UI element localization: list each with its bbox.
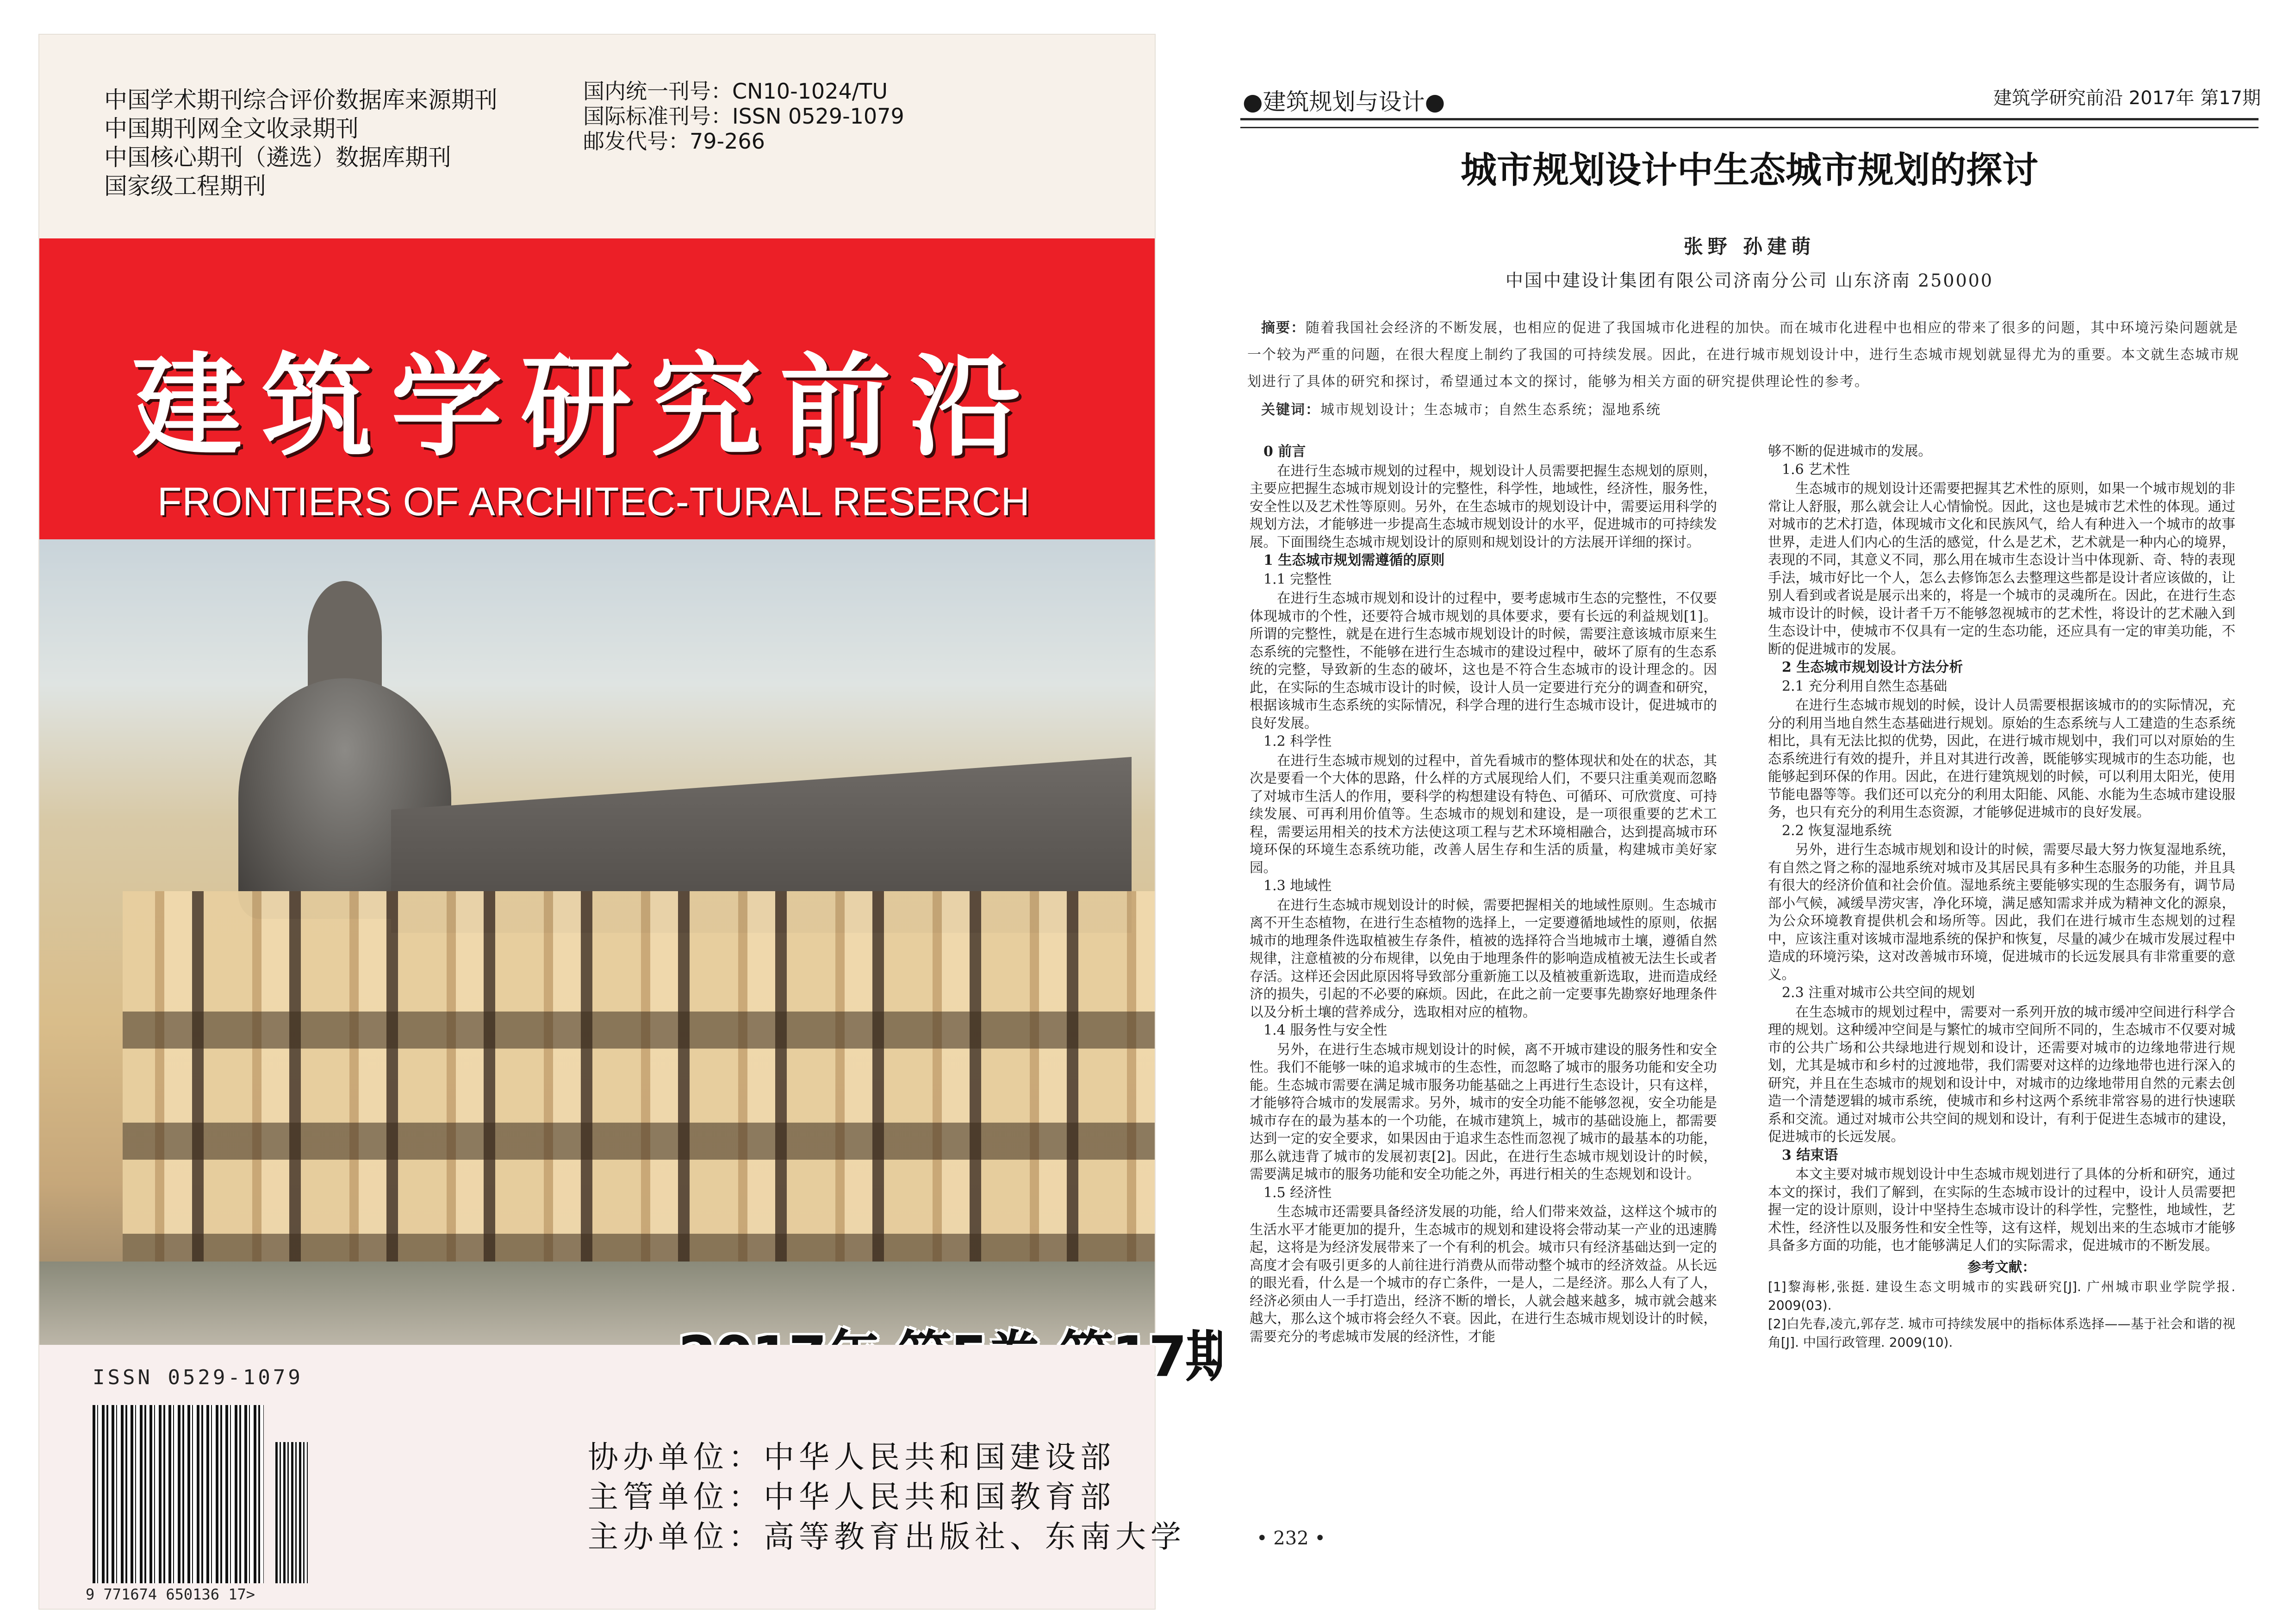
paragraph: 在进行生态城市规划和设计的过程中，要考虑城市生态的完整性，不仅要体现城市的个性，还要符合城市规划的具体要求，要有长远的利益规划[1]。所谓的完整性，就是在进行生态城市规划设计的时候，需要注意该城市原来生态系统的完整性，不能够在进行生态城市的建设过程中，破坏了原有的生态系统的完整，导致新的生态的破坏，这也是不符合生态城市的设计理念的。因此，在实际的生态城市设计的时候，设计人员一定要进行充分的调查和研究，根据该城市生态系统的实际情况，科学合理的进行生态城市设计，促进城市的良好发展。 xyxy=(1250,590,1717,731)
paragraph: 生态城市的规划设计还需要把握其艺术性的原则，如果一个城市规划的非常让人舒服，那么就会让人心情愉悦。因此，这也是城市艺术性的体现。通过对城市的艺术打造，体现城市文化和民族风气，给人有种进入一个城市的故事世界，走进人们内心的生活的感觉，什么是艺术，艺术就是一种内心的境界，表现的不同，其意义不同，那么用在城市生态设计当中体现新、奇、特的表现手法，城市好比一个人，怎么去修饰怎么去整理这些都是设计者应该做的，让别人看到或者说是展示出来的，将是一个城市的灵魂所在。因此，在进行生态城市设计的时候，设计者千万不能够忽视城市的艺术性，将设计的艺术融入到生态设计中，使城市不仅具有一定的生态功能，还应具有一定的审美功能，不断的促进城市的发展。 xyxy=(1768,481,2235,657)
references-heading: 参考文献： xyxy=(1967,1258,2036,1275)
cover-footer xyxy=(39,1345,1186,1609)
paragraph: 另外，进行生态城市规划和设计的时候，需要尽最大努力恢复湿地系统，有自然之肾之称的湿地系统对城市及其居民具有多种生态服务的功能，并且具有很大的经济价值和社会价值。湿地系统主要能够实现的生态服务有，调节局部小气候，减缓旱涝灾害，净化环境，满足感知需求并成为精神文化的源泉，为公众环境教育提供机会和场所等。因此，我们在进行城市生态规划的过程中，应该注重对该城市湿地系统的保护和恢复，尽量的减少在城市发展过程中造成的环境污染，这对改善城市环境，促进城市的长远发展具有非常重要的意义。 xyxy=(1768,842,2235,982)
postal-code: 邮发代号：79-266 xyxy=(583,129,765,154)
subsection-heading: 2.1 充分利用自然生态基础 xyxy=(1782,678,1948,694)
keywords xyxy=(1261,398,2242,418)
paragraph-continued: 够不断的促进城市的发展。 xyxy=(1768,443,1932,459)
paragraph: 在进行生态城市规划设计的时候，需要把握相关的地域性原则。生态城市离不开生态植物，在进行生态植物的选择上，一定要遵循地域性的原则，依据城市的地理条件选取植被生存条件，植被的选择符合当地城市土壤，遵循自然规律，注意植被的分布规律，以免由于地理条件的影响造成植被无法生长或者存活。这样还会因此原因将导致部分重新施工以及植被重新选取，进而造成经济的损失，引起的不必要的麻烦。因此，在此之前一定要事先勘察好地理条件以及分析土壤的营养成分，选取相对应的植物。 xyxy=(1250,897,1717,1020)
section-heading: 1 生态城市规划需遵循的原则 xyxy=(1263,552,1445,568)
window-rows xyxy=(123,956,1155,1280)
supervisor: 主管单位：中华人民共和国教育部 xyxy=(588,1479,1115,1515)
article-title: 城市规划设计中生态城市规划的探讨 xyxy=(1460,149,2038,191)
article-page xyxy=(1222,35,2277,1609)
running-header xyxy=(1243,83,2261,116)
identifier-list xyxy=(583,79,904,154)
indexing-list xyxy=(104,86,498,200)
paragraph: 在进行生态城市规划的过程中，规划设计人员需要把握生态规划的原则，主要应把握生态城市规划设计的完整性，科学性，地域性，经济性，服务性，安全性以及艺术性等原则。另外，在生态城市的规划设计中，需要运用科学的规划方法，才能够进一步提高生态城市规划设计的水平，促进城市的可持续发展。下面围绕生态城市规划设计的原则和规划设计的方法展开详细的探讨。 xyxy=(1250,462,1717,550)
section-heading: 0 前言 xyxy=(1263,443,1306,460)
paragraph: 生态城市还需要具备经济发展的功能，给人们带来效益，这样这个城市的生活水平才能更加的提升，生态城市的规划和建设将会带动某一产业的迅速腾起，这将是为经济发展带来了一个有利的机会。城市只有经济基础达到一定的高度才会有吸引更多的人前往进行消费从而带动整个城市的经济效益。从长远的眼光看，什么是一个城市的存亡条件，一是人，二是经济。那么人有了人，经济必须由人一手打造出，经济不断的增长，人就会越来越多，城市就会越来越大，那么这个城市将会经久不衰。因此，在进行生态城市规划设计的时候，需要充分的考虑城市发展的经济性，才能 xyxy=(1250,1204,1717,1344)
co-organizer: 协办单位：中华人民共和国建设部 xyxy=(588,1439,1115,1475)
subsection-heading: 1.2 科学性 xyxy=(1263,733,1332,750)
sponsor-list xyxy=(588,1437,1186,1557)
subsection-heading: 1.5 经济性 xyxy=(1263,1184,1332,1201)
journal-reference: 建筑学研究前沿 2017年 第17期 xyxy=(1993,87,2261,109)
indexing-item: 国家级工程期刊 xyxy=(104,173,266,200)
abstract-text: 随着我国社会经济的不断发展，也相应的促进了我国城市化进程的加快。而在城市化进程中也相应的带来了很多的问题，其中环境污染问题就是一个较为严重的问题，在很大程度上制约了我国的可持续发展。因此，在进行城市规划设计中，进行生态城市规划就显得尤为的重要。本文就生态城市规划进行了具体的研究和探讨，希望通过本文的探讨，能够为相关方面的研究提供理论性的参考。 xyxy=(1247,320,2240,390)
barcode-issn: ISSN 0529-1079 xyxy=(93,1366,303,1389)
reference-item: [2]白先春,凌亢,郭存芝. 城市可持续发展中的指标体系选择——基于社会和谐的视角[J]. 中国行政管理. 2009(10). xyxy=(1768,1316,2235,1350)
building-photo xyxy=(39,539,1155,1345)
paragraph: 另外，在进行生态城市规划设计的时候，离不开城市建设的服务性和安全性。我们不能够一味的追求城市的生态性，而忽略了城市的服务功能和安全功能。生态城市需要在满足城市服务功能基础之上再进行生态设计，只有这样，才能够符合城市的发展需求。另外，城市的安全功能不能够忽视，安全功能是城市存在的最为基本的一个功能，在城市建筑上，城市的基础设施上，都需要达到一定的安全要求，如果因由于追求生态性而忽视了城市的最基本的功能，那么就违背了城市的发展初衷[2]。因此，在进行生态城市规划设计的时候，需要满足城市的服务功能和安全功能之外，再进行相关的生态规划和设计。 xyxy=(1250,1041,1717,1182)
issn-number: 国际标准刊号：ISSN 0529-1079 xyxy=(583,104,904,129)
reference-item: [1]黎海彬,张挺. 建设生态文明城市的实践研究[J]. 广州城市职业学院学报. 2009(03). xyxy=(1768,1279,2235,1313)
subsection-heading: 2.2 恢复湿地系统 xyxy=(1782,822,1892,839)
barcode-icon xyxy=(93,1405,264,1583)
magazine-cover xyxy=(39,35,1186,1609)
paragraph: 在生态城市的规划过程中，需要对一系列开放的城市缓冲空间进行科学合理的规划。这种缓冲空间是与繁忙的城市空间所不同的，生态城市不仅要对城市的公共广场和公共绿地进行规划和设计，还需要对城市的边缘地带进行规划，尤其是城市和乡村的过渡地带，我们需要对这样的边缘地带也进行深入的研究，并且在生态城市的规划和设计中，对城市的边缘地带用自然的元素去创造一个清楚逻辑的城市系统，使城市和乡村这两个系统非常容易的进行快速联系和交流。通过对城市公共空间的规划和设计，有利于促进生态城市的建设，促进城市的长远发展。 xyxy=(1768,1004,2235,1144)
cupola-shape xyxy=(308,581,382,692)
indexing-item: 中国期刊网全文收录期刊 xyxy=(104,115,359,142)
barcode-addon-icon xyxy=(275,1442,308,1583)
header-divider xyxy=(1240,118,2259,128)
article-authors: 张野 孙建萌 xyxy=(1683,235,1816,258)
paragraph: 在进行生态城市规划的过程中，首先看城市的整体现状和处在的状态，其次是要看一个大体的思路，什么样的方式展现给人们，不要只注重美观而忽略了对城市生活人的作用，要科学的构想建设有特色、可循环、可欣赏度、可持续发展、可再利用价值等。生态城市的规划和建设，是一项很重要的艺术工程，需要运用相关的技术方法使这项工程与艺术环境相融合，达到提高城市环境环保的环境生态系统功能，改善人居生存和生活的质量，构建城市美好家园。 xyxy=(1250,752,1717,875)
cover-title-chinese: 建筑学研究前沿 xyxy=(132,341,1039,471)
subsection-heading: 1.3 地域性 xyxy=(1263,878,1332,894)
keywords-label: 关键词： xyxy=(1261,402,1320,418)
abstract-label: 摘要： xyxy=(1261,320,1306,336)
barcode-digits: 9 771674 650136 17> xyxy=(86,1586,255,1603)
title-band xyxy=(39,238,1155,539)
cn-number: 国内统一刊号：CN10-1024/TU xyxy=(583,79,888,104)
subsection-heading: 1.4 服务性与安全性 xyxy=(1263,1022,1388,1038)
publisher: 主办单位：高等教育出版社、东南大学 xyxy=(588,1519,1186,1555)
section-heading: 3 结束语 xyxy=(1782,1147,1838,1163)
article-affiliation: 中国中建设计集团有限公司济南分公司 山东济南 250000 xyxy=(1505,270,1994,291)
column-right xyxy=(1768,442,2235,1352)
column-left xyxy=(1250,442,1717,1345)
cover-title-english: FRONTIERS OF ARCHITEC-TURAL RESERCH xyxy=(157,480,1030,524)
subsection-heading: 1.6 艺术性 xyxy=(1782,461,1850,478)
section-heading: 2 生态城市规划设计方法分析 xyxy=(1782,659,1963,675)
subsection-heading: 1.1 完整性 xyxy=(1263,571,1332,587)
indexing-item: 中国核心期刊（遴选）数据库期刊 xyxy=(104,144,451,171)
indexing-item: 中国学术期刊综合评价数据库来源期刊 xyxy=(104,87,498,113)
abstract xyxy=(1247,315,2242,395)
section-tag: ●建筑规划与设计● xyxy=(1243,88,1445,115)
paragraph: 本文主要对城市规划设计中生态城市规划进行了具体的分析和研究，通过本文的探讨，我们了解到，在实际的生态城市设计的过程中，设计人员需要把握一定的设计原则，设计中坚持生态城市设计的科学性，完整性，地域性，艺术性，经济性以及服务性和安全性等，这有这样，规划出来的生态城市才能够具备多方面的功能，也才能够满足人们的实际需求，促进城市的不断发展。 xyxy=(1768,1166,2235,1253)
paragraph: 在进行生态城市规划的时候，设计人员需要根据该城市的的实际情况，充分的利用当地自然生态基础进行规划。原始的生态系统与人工建造的生态系统相比，具有无法比拟的优势，因此，在进行城市规划中，我们可以对原始的生态系统进行有效的提升，并且对其进行改善，既能够实现城市的生态功能，也能够起到环保的作用。因此，在进行建筑规划的时候，可以利用太阳光，使用节能电器等等。我们还可以充分的利用太阳能、风能、水能为生态城市建设服务，也只有充分的利用生态资源，才能够促进城市的良好发展。 xyxy=(1768,697,2235,820)
page-number: • 232 • xyxy=(1257,1528,1325,1549)
keywords-text: 城市规划设计；生态城市；自然生态系统；湿地系统 xyxy=(1320,402,1661,418)
subsection-heading: 2.3 注重对城市公共空间的规划 xyxy=(1782,985,1975,1001)
